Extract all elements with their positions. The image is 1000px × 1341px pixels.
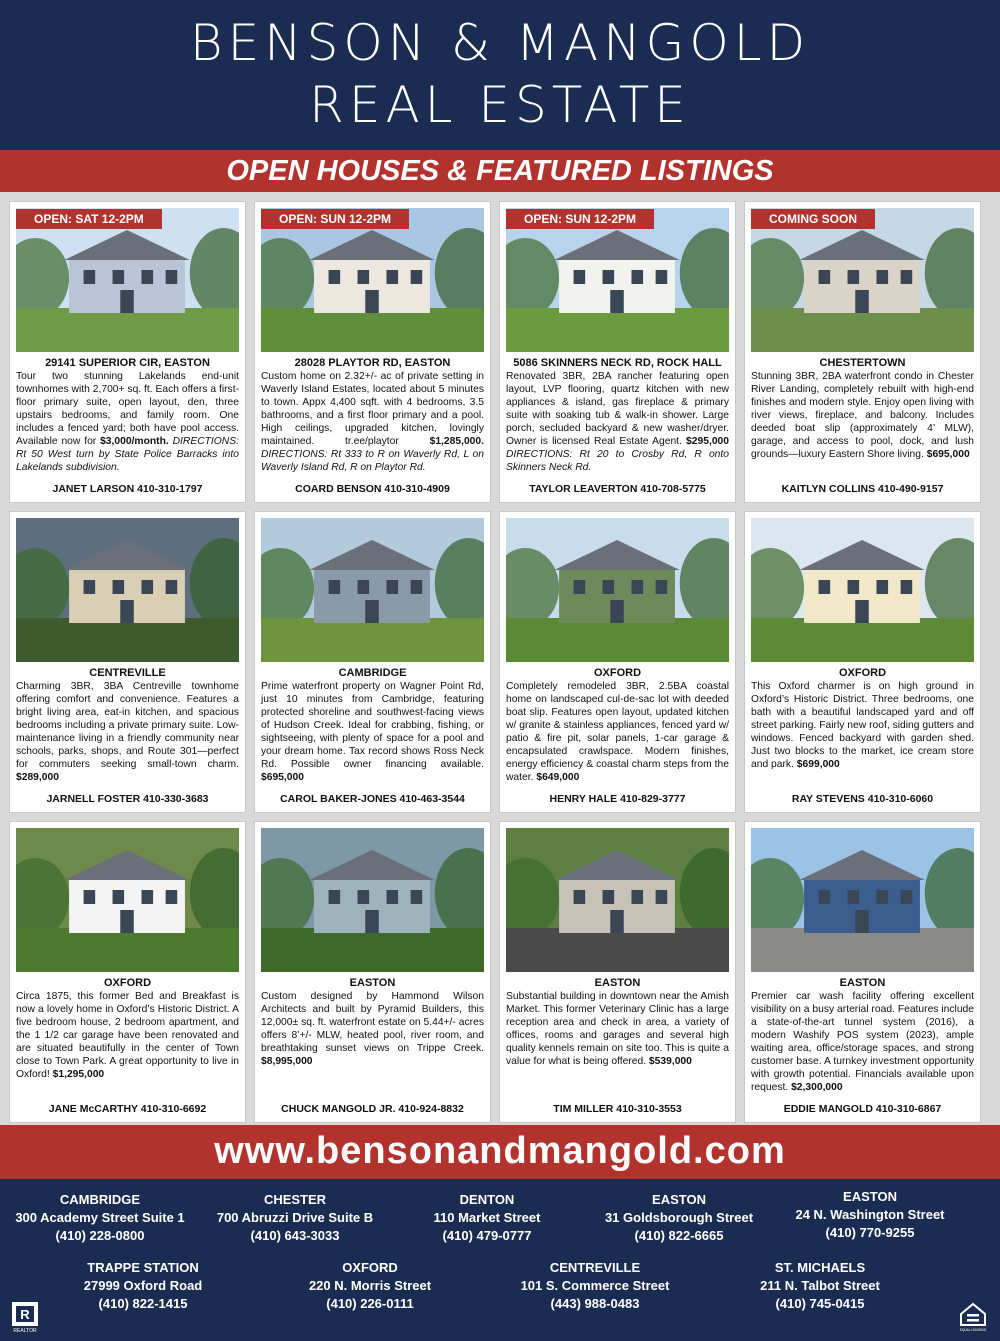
listing-address: OXFORD xyxy=(838,667,887,679)
office-city: CAMBRIDGE xyxy=(59,1192,141,1207)
office-phone[interactable]: (410) 228-0800 xyxy=(55,1228,145,1243)
office-city: CHESTER xyxy=(263,1192,327,1207)
listing-photo[interactable] xyxy=(16,518,239,662)
listing-card[interactable] xyxy=(254,511,491,813)
listing-card[interactable] xyxy=(254,821,491,1123)
property-photo-icon xyxy=(16,518,239,662)
listing-agent[interactable]: JANET LARSON 410-310-1797 xyxy=(52,483,203,495)
listing-price: $695,000 xyxy=(926,449,970,460)
equal-housing-icon xyxy=(958,1301,988,1333)
listing-description xyxy=(751,370,974,483)
office-phone[interactable]: (410) 770-9255 xyxy=(825,1225,915,1240)
listing-price: $1,295,000 xyxy=(52,1069,105,1080)
description-text: This Oxford charmer is on high ground in Oxford’s Historic District. Three bedrooms, one bath with a beautiful landscaped yard and off street parking. Fairly new roof, siding gutters and windows. Fenced backyard with garden shed. Just two blocks to the market, ice cream store and park. xyxy=(751,681,974,770)
office-phone[interactable]: (410) 822-1415 xyxy=(98,1296,188,1311)
listing-price: $699,000 xyxy=(796,759,840,770)
office-city: CENTREVILLE xyxy=(549,1260,641,1275)
open-house-badge: OPEN: SUN 12-2PM xyxy=(261,209,409,229)
listing-agent[interactable]: JANE McCARTHY 410-310-6692 xyxy=(48,1103,207,1115)
description-text: Premier car wash facility offering excellent visibility on a busy arterial road. Features include a state-of-the-art tunnel system (2016), a modern Washify POS system (2023), ample waiting area, office/storage spaces, and strong customer base. A turnkey investment opportunity with growth potential. Financials available upon request. xyxy=(751,991,974,1093)
listing-card[interactable] xyxy=(9,821,246,1123)
listing-photo[interactable] xyxy=(261,828,484,972)
brand-name: BENSON & MANGOLD xyxy=(189,14,811,72)
office-location xyxy=(377,1191,597,1245)
listing-price: $649,000 xyxy=(536,772,580,783)
listing-photo[interactable] xyxy=(16,828,239,972)
open-house-badge: OPEN: SUN 12-2PM xyxy=(506,209,654,229)
description-text: Tour two stunning Lakelands end-unit townhomes with 2,700+ sq. ft. Each offers a first-floor primary suite, open layout, den, three upstairs bedrooms, and family room. One includes a fenced yard; both have pool access. Available now for xyxy=(16,371,239,447)
property-photo-icon xyxy=(261,518,484,662)
office-phone[interactable]: (410) 479-0777 xyxy=(442,1228,532,1243)
listing-address: 29141 SUPERIOR CIR, EASTON xyxy=(45,357,210,369)
listing-description xyxy=(261,990,484,1103)
listing-agent[interactable]: CAROL BAKER-JONES 410-463-3544 xyxy=(280,793,465,805)
listing-card[interactable] xyxy=(499,511,736,813)
office-city: EASTON xyxy=(652,1192,706,1207)
office-phone[interactable]: (443) 988-0483 xyxy=(550,1296,640,1311)
office-street: 31 Goldsborough Street xyxy=(604,1210,754,1225)
listing-photo[interactable] xyxy=(751,208,974,352)
listing-agent[interactable]: CHUCK MANGOLD JR. 410-924-8832 xyxy=(281,1103,464,1115)
listing-address: EASTON xyxy=(839,977,886,989)
listing-description xyxy=(751,680,974,793)
listing-description xyxy=(16,370,239,483)
office-city: TRAPPE STATION xyxy=(87,1260,199,1275)
office-city: OXFORD xyxy=(342,1260,398,1275)
listing-price: $1,285,000. xyxy=(429,436,484,447)
listing-agent[interactable]: TIM MILLER 410-310-3553 xyxy=(553,1103,682,1115)
description-text: Completely remodeled 3BR, 2.5BA coastal home on landscaped cul-de-sac lot with deeded boat slip. Features open layout, updated kitchen w/ granite & stainless appliances, fenced yard w/ patio & fire pit, solar panels, 1-car garage & encapsulated crawlspace. Modern finishes, energy efficiency & coastal charm steps from the water. xyxy=(506,681,729,783)
svg-text:EQUAL HOUSING: EQUAL HOUSING xyxy=(959,1328,987,1332)
listing-address: 28028 PLAYTOR RD, EASTON xyxy=(294,357,451,369)
office-location xyxy=(185,1191,405,1245)
listing-photo[interactable] xyxy=(16,208,239,352)
description-text: Renovated 3BR, 2BA rancher featuring open layout, LVP flooring, quartz kitchen with new appliances & island, gas fireplace & primary suite with soaking tub & walk-in shower. Large porch, secluded backyard & new washer/dryer. Owner is licensed Real Estate Agent. xyxy=(506,371,729,447)
brand-subtitle: REAL ESTATE xyxy=(309,76,691,134)
description-text: Custom designed by Hammond Wilson Architects and built by Pyramid Builders, this 12,000± sq. ft. waterfront estate on 5.44+/- acres offers 8’+/- MLW, heated pool, river room, and breathtaking sunset views on Trippe Creek. xyxy=(261,991,484,1054)
property-photo-icon xyxy=(751,208,974,352)
office-phone[interactable]: (410) 643-3033 xyxy=(250,1228,340,1243)
open-house-badge: COMING SOON xyxy=(751,209,875,229)
listing-address: CENTREVILLE xyxy=(89,667,166,679)
office-city: DENTON xyxy=(459,1192,515,1207)
description-text: Custom home on 2.32+/- ac of private setting in Waverly Island Estates, located about 5 minutes to town. Appx 4,400 sqft. with 4 bedrooms, 3.5 bathrooms, and a first floor primary and a pool. High ceilings, upgraded kitchen, lovingly maintained. tr.ee/playtor xyxy=(261,371,484,447)
listing-agent[interactable]: RAY STEVENS 410-310-6060 xyxy=(791,793,934,805)
office-phone[interactable]: (410) 745-0415 xyxy=(775,1296,865,1311)
listings-grid xyxy=(0,192,1000,1125)
listing-agent[interactable]: HENRY HALE 410-829-3777 xyxy=(549,793,686,805)
office-location xyxy=(0,1191,210,1245)
listing-description xyxy=(16,680,239,793)
property-photo-icon xyxy=(261,828,484,972)
office-street: 24 N. Washington Street xyxy=(795,1207,945,1222)
description-text: Substantial building in downtown near the Amish Market. This former Veterinary Clinic has a large reception area and check in area, a variety of offices, rooms and garages and several high quality kennels remain on site too. This is quite a value for what is being offered. xyxy=(506,991,729,1067)
listing-description xyxy=(506,990,729,1103)
listing-description xyxy=(16,990,239,1103)
description-text: Prime waterfront property on Wagner Point Rd, just 10 minutes from Cambridge, featuring protected shoreline and southwest-facing views of Hudson Creek. Ideal for crabbing, fishing, or sightseeing, with plenty of space for a pool and your dream home. Tax record shows Ross Neck Rd. Possible owner financing available. xyxy=(261,681,484,770)
property-photo-icon xyxy=(506,828,729,972)
listing-card[interactable] xyxy=(744,511,981,813)
listing-address: CAMBRIDGE xyxy=(338,667,407,679)
property-photo-icon xyxy=(16,828,239,972)
listing-photo[interactable] xyxy=(506,828,729,972)
website-link[interactable]: www.bensonandmangold.com xyxy=(0,1125,1000,1179)
listing-price: $289,000 xyxy=(16,772,59,783)
office-street: 211 N. Talbot Street xyxy=(760,1278,880,1293)
listing-card[interactable] xyxy=(9,201,246,503)
property-photo-icon xyxy=(751,828,974,972)
office-location xyxy=(760,1188,980,1242)
listing-address: OXFORD xyxy=(103,977,152,989)
listing-photo[interactable] xyxy=(506,518,729,662)
property-photo-icon xyxy=(261,208,484,352)
office-street: 220 N. Morris Street xyxy=(308,1278,432,1293)
listing-photo[interactable] xyxy=(751,518,974,662)
office-city: ST. MICHAELS xyxy=(774,1260,866,1275)
property-photo-icon xyxy=(506,518,729,662)
office-city: EASTON xyxy=(843,1189,897,1204)
office-location xyxy=(569,1191,789,1245)
page-header xyxy=(0,0,1000,150)
listing-photo[interactable] xyxy=(261,208,484,352)
property-photo-icon xyxy=(751,518,974,662)
description-text: Charming 3BR, 3BA Centreville townhome offering comfort and convenience. Features a bright living area, eat-in kitchen, and spacious bedrooms including a private primary suite. Low-maintenance living in a friendly community near schools, parks, shops, and Route 301—perfect for commuters seeking small-town charm. xyxy=(16,681,239,770)
listing-card[interactable] xyxy=(744,201,981,503)
listing-card[interactable] xyxy=(9,511,246,813)
listing-agent[interactable]: COARD BENSON 410-310-4909 xyxy=(295,483,450,495)
description-text: Circa 1875, this former Bed and Breakfast is now a lovely home in Oxford’s Historic District. A five bedroom house, 2 bedroom apartment, and the 1 1/2 car garage have been renovated and are situated beautifully in the center of Town close to Town Park. A great opportunity to live in Oxford! xyxy=(16,991,239,1080)
property-photo-icon xyxy=(506,208,729,352)
listing-price: $295,000 xyxy=(686,436,729,447)
office-location xyxy=(260,1259,480,1313)
office-location xyxy=(33,1259,253,1313)
property-photo-icon xyxy=(16,208,239,352)
listing-photo[interactable] xyxy=(751,828,974,972)
section-banner: OPEN HOUSES & FEATURED LISTINGS xyxy=(0,150,1000,192)
listing-description xyxy=(506,680,729,793)
listing-address: CHESTERTOWN xyxy=(819,357,906,369)
listing-card[interactable] xyxy=(499,821,736,1123)
listing-directions: DIRECTIONS: Rt 20 to Crosby Rd, R onto Skinners Neck Rd. xyxy=(506,449,729,473)
listing-address: 5086 SKINNERS NECK RD, ROCK HALL xyxy=(513,357,722,369)
open-house-badge: OPEN: SAT 12-2PM xyxy=(16,209,162,229)
listing-agent[interactable]: TAYLOR LEAVERTON 410-708-5775 xyxy=(529,483,706,495)
listing-description xyxy=(751,990,974,1103)
office-location xyxy=(710,1259,930,1313)
office-street: 110 Market Street xyxy=(433,1210,541,1225)
listing-description xyxy=(261,370,484,483)
listing-card[interactable] xyxy=(744,821,981,1123)
listing-card[interactable] xyxy=(499,201,736,503)
office-phone[interactable]: (410) 822-6665 xyxy=(634,1228,724,1243)
listing-photo[interactable] xyxy=(506,208,729,352)
listing-agent[interactable]: KAITLYN COLLINS 410-490-9157 xyxy=(781,483,944,495)
office-location xyxy=(485,1259,705,1313)
listing-card[interactable] xyxy=(254,201,491,503)
description-text: Stunning 3BR, 2BA waterfront condo in Chester River Landing, completely rebuilt with high-end finishes and modern style. Enjoy open living with river views, fireplace, and balcony. Includes deeded boat slip (approximately 4’ MLW), garage, and access to pool, dock, and lush grounds—luxury Eastern Shore living. xyxy=(751,371,974,460)
listing-price: $3,000/month. xyxy=(100,436,169,447)
listing-price: $539,000 xyxy=(648,1056,692,1067)
listing-agent[interactable]: JARNELL FOSTER 410-330-3683 xyxy=(46,793,209,805)
listing-price: $2,300,000 xyxy=(791,1082,843,1093)
office-street: 101 S. Commerce Street xyxy=(520,1278,670,1293)
listing-directions: DIRECTIONS: Rt 50 West turn by State Police Barracks into Lakelands subdivision. xyxy=(16,436,239,473)
listing-description xyxy=(261,680,484,793)
listing-photo[interactable] xyxy=(261,518,484,662)
office-phone[interactable]: (410) 226-0111 xyxy=(326,1296,414,1311)
svg-text:REALTOR: REALTOR xyxy=(13,1328,37,1333)
listing-address: EASTON xyxy=(594,977,641,989)
listing-agent[interactable]: EDDIE MANGOLD 410-310-6867 xyxy=(783,1103,942,1115)
office-directory xyxy=(0,1179,1000,1341)
listing-price: $695,000 xyxy=(261,772,304,783)
listing-directions: DIRECTIONS: Rt 333 to R on Waverly Rd, L on Waverly Island Rd, R on Playtor Rd. xyxy=(261,449,484,473)
svg-text:R: R xyxy=(20,1307,30,1322)
listing-address: OXFORD xyxy=(593,667,642,679)
office-street: 300 Academy Street Suite 1 xyxy=(15,1210,185,1225)
listing-address: EASTON xyxy=(349,977,396,989)
office-street: 700 Abruzzi Drive Suite B xyxy=(216,1210,374,1225)
listing-description xyxy=(506,370,729,483)
office-street: 27999 Oxford Road xyxy=(83,1278,203,1293)
listing-price: $8,995,000 xyxy=(261,1056,313,1067)
